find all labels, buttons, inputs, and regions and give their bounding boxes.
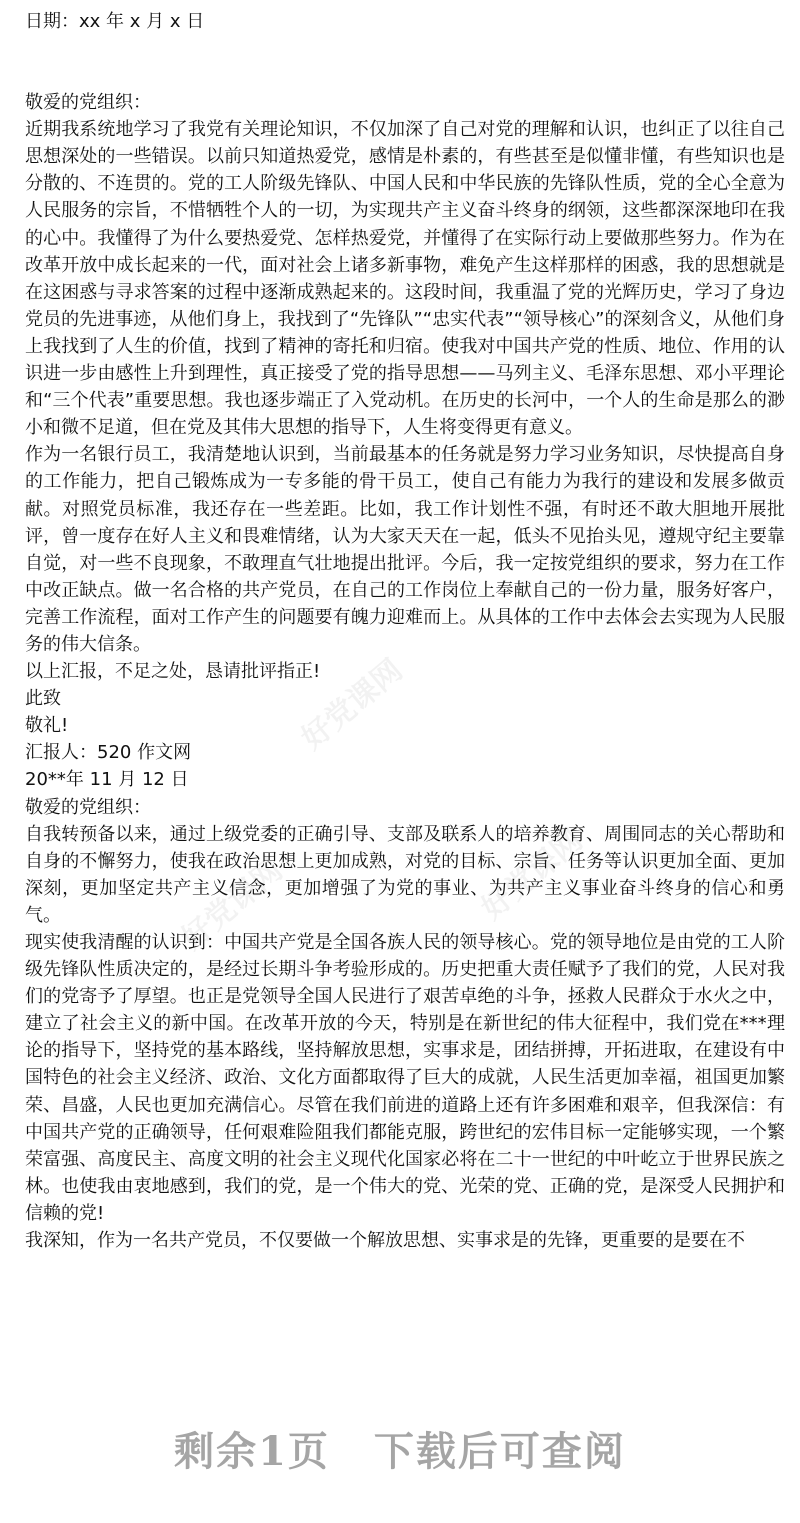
watermark: 好党课网 [475,822,590,927]
remaining-pages: 剩余1页 [174,1428,330,1475]
paragraph: 现实使我清醒的认识到：中国共产党是全国各族人民的领导核心。党的领导地位是由党的工人阶级先锋队性质决定的，是经过长期斗争考验形成的。历史把重大责任赋予了我们的党，人民对我们的党寄予了厚望。也正是党领导全国人民进行了艰苦卓绝的斗争，拯救人民群众于水火之中，建立了社会主义的新中国。在改革开放的今天，特别是在新世纪的伟大征程中，我们党在***理论的指导下，坚持党的基本路线，坚持解放思想，实事求是，团结拼搏，开拓进取，在建设有中国特色的社会主义经济、政治、文化方面都取得了巨大的成就，人民生活更加幸福，祖国更加繁荣、昌盛，人民也更加充满信心。尽管在我们前进的道路上还有许多困难和艰辛，但我深信：有中国共产党的正确领导，任何艰难险阻我们都能克服，跨世纪的宏伟目标一定能够实现，一个繁荣富强、高度民主、高度文明的社会主义现代化国家必将在二十一世纪的中叶屹立于世界民族之林。也使我由衷地感到，我们的党，是一个伟大的党、光荣的党、正确的党，是深受人民拥护和信赖的党! [25,932,785,1224]
paragraph: 作为一名银行员工，我清楚地认识到，当前最基本的任务就是努力学习业务知识，尽快提高自身的工作能力，把自己锻炼成为一专多能的骨干员工，使自己有能力为我行的建设和发展多做贡献。对照党员标准，我还存在一些差距。比如，我工作计划性不强，有时还不敢大胆地开展批评，曾一度存在好人主义和畏难情绪，认为大家天天在一起，低头不见抬头见，遵规守纪主要靠自觉，对一些不良现象，不敢理直气壮地提出批评。今后，我一定按党组织的要求，努力在工作中改正缺点。做一名合格的共产党员，在自己的工作岗位上奉献自己的一份力量，服务好客户，完善工作流程，面对工作产生的问题要有魄力迎难而上。从具体的工作中去体会去实现为人民服务的伟大信条。 [25,444,785,655]
download-hint: 下载后可查阅 [373,1428,626,1475]
paragraph: 近期我系统地学习了我党有关理论知识，不仅加深了自己对党的理解和认识，也纠正了以往自己思想深处的一些错误。以前只知道热爱党，感情是朴素的，有些甚至是似懂非懂，有些知识也是分散的、不连贯的。党的工人阶级先锋队、中国人民和中华民族的先锋队性质，党的全心全意为人民服务的宗旨，不惜牺牲个人的一切，为实现共产主义奋斗终身的纲领，这些都深深地印在我的心中。我懂得了为什么要热爱党、怎样热爱党，并懂得了在实际行动上要做那些努力。作为在改革开放中成长起来的一代，面对社会上诸多新事物，难免产生这样那样的困惑，我的思想就是在这困惑与寻求答案的过程中逐渐成熟起来的。这段时间，我重温了党的光辉历史，学习了身边党员的先进事迹，从他们身上，我找到了“先锋队”“忠实代表”“领导核心”的深刻含义，从他们身上我找到了人生的价值，找到了精神的寄托和归宿。使我对中国共产党的性质、地位、作用的认识进一步由感性上升到理性，真正接受了党的指导思想——马列主义、毛泽东思想、邓小平理论和“三个代表”重要思想。我也逐步端正了入党动机。在历史的长河中，一个人的生命是那么的渺小和微不足道，但在党及其伟大思想的指导下，人生将变得更有意义。 [25,119,785,439]
paragraph: 自我转预备以来，通过上级党委的正确引导、支部及联系人的培养教育、周围同志的关心帮助和自身的不懈努力，使我在政治思想上更加成熟，对党的目标、宗旨、任务等认识更加全面、更加深刻，更加坚定共产主义信念，更加增强了为党的事业、为共产主义事业奋斗终身的信心和勇气。 [25,823,785,926]
report-date: 20**年 11 月 12 日 [25,769,189,791]
closing: 敬礼! [25,715,69,737]
reporter: 汇报人：520 作文网 [25,742,192,764]
document-body [25,8,785,1254]
salutation: 敬爱的党组织： [25,92,151,114]
closing: 以上汇报，不足之处，恳请批评指正! [25,661,321,683]
date-line: 日期：xx 年 x 月 x 日 [25,11,205,32]
watermark: 好党课网 [175,852,290,957]
watermark: 好党课网 [295,652,410,757]
salutation: 敬爱的党组织： [25,796,151,818]
paragraph: 我深知，作为一名共产党员，不仅要做一个解放思想、实事求是的先锋，更重要的是要在不 [25,1230,745,1252]
closing: 此致 [25,688,61,710]
download-prompt[interactable] [0,1420,800,1477]
